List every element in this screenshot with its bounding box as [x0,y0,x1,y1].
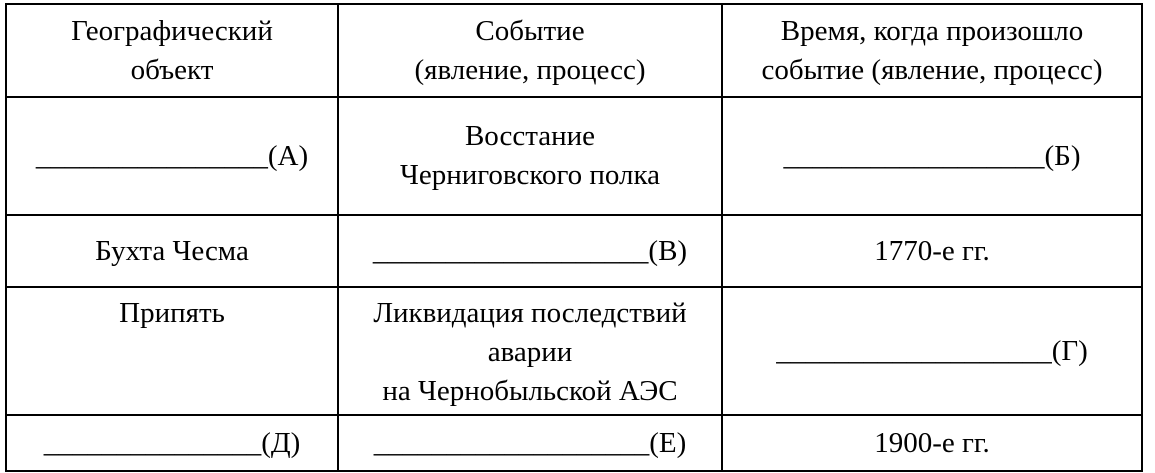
cell-geo: Припять [6,287,338,415]
table-row [6,97,1142,215]
cell-event [338,97,722,215]
table-row [6,215,1142,287]
header-event-line: (явление, процесс) [414,53,646,86]
cell-geo: _______________(Д) [6,415,338,471]
cell-time: ___________________(Г) [722,287,1142,415]
header-time-line: событие (явление, процесс) [761,53,1103,86]
header-event-line: Событие [475,14,585,47]
header-time-line: Время, когда произошло [780,14,1084,47]
cell-geo: ________________(А) [6,97,338,215]
cell-event-line: Восстание [464,120,596,152]
header-geo [6,4,338,97]
cell-event-line: Ликвидация последствий [373,297,687,329]
cell-geo: Бухта Чесма [6,215,338,287]
cell-time: 1770-е гг. [722,215,1142,287]
history-table [5,3,1143,472]
header-geo-line: Географический [71,14,273,47]
cell-event-line: Черниговского полка [400,159,660,191]
header-row [6,4,1142,97]
cell-time: 1900-е гг. [722,415,1142,471]
table-row [6,415,1142,471]
cell-event-line: на Чернобыльской АЭС [382,375,678,407]
header-geo-line: объект [130,53,214,86]
table-row [6,287,1142,415]
cell-time: __________________(Б) [722,97,1142,215]
cell-event: ___________________(Е) [338,415,722,471]
header-time [722,4,1142,97]
cell-event-line: аварии [487,336,573,368]
cell-event: ___________________(В) [338,215,722,287]
header-event [338,4,722,97]
cell-event [338,287,722,415]
